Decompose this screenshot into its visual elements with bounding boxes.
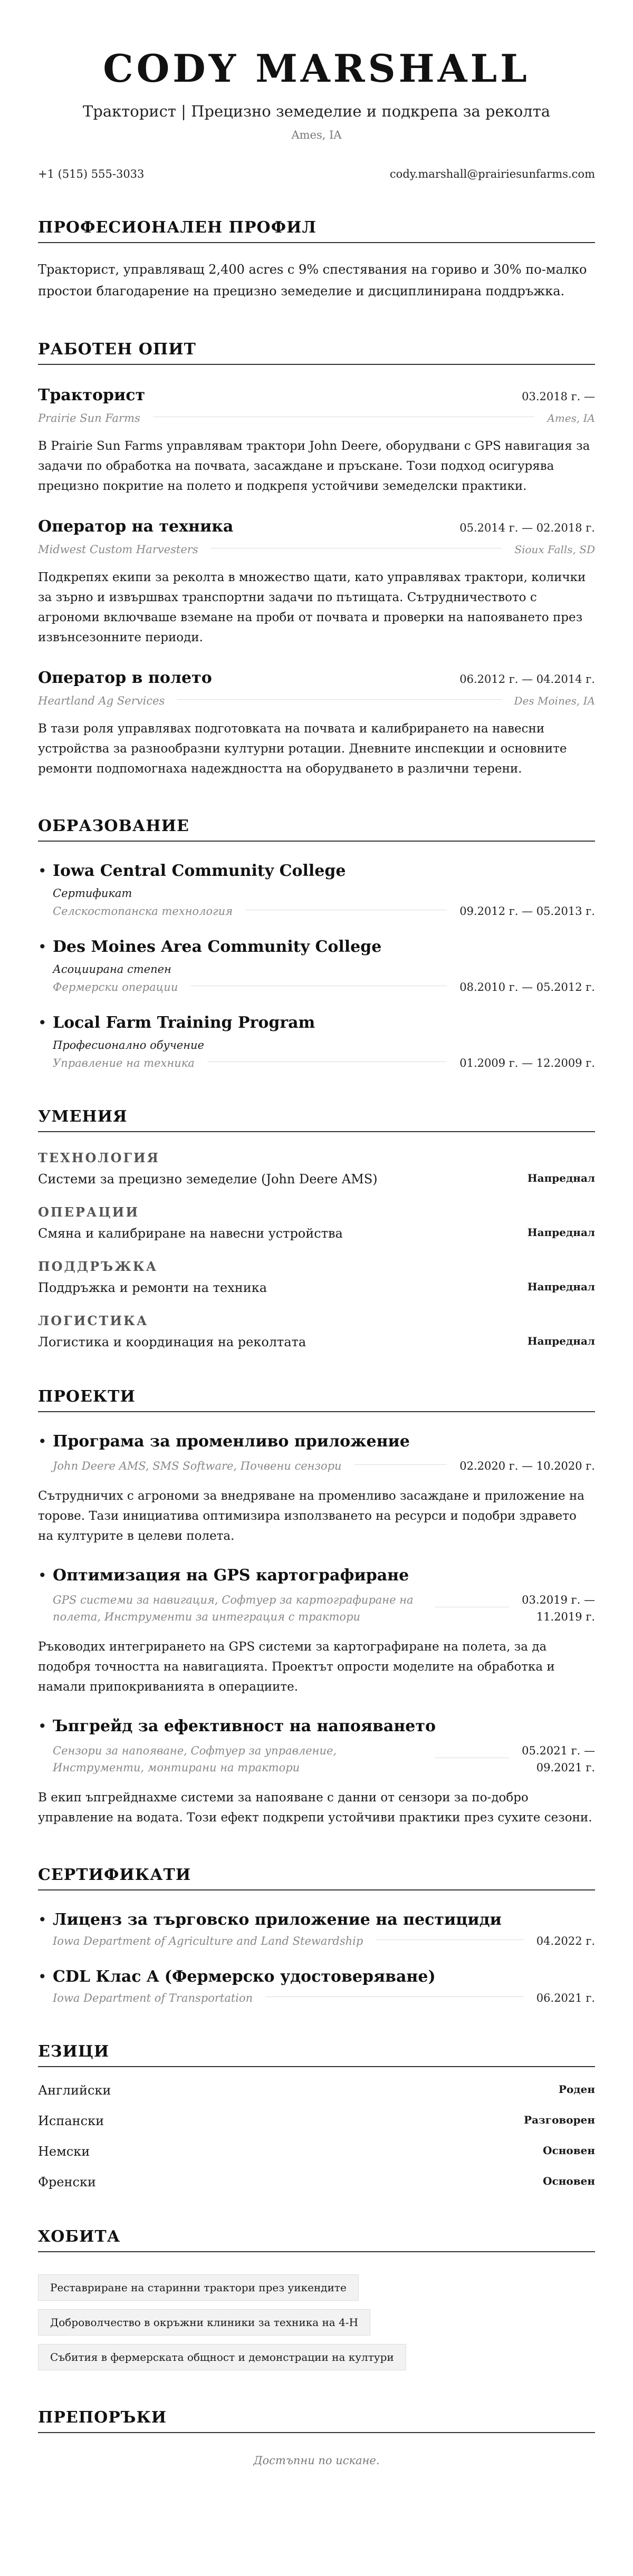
certifications-section [38,1866,595,2004]
skill-category: ЛОГИСТИКА [38,1313,149,1328]
skill-name: Поддръжка и ремонти на техника [38,1280,267,1295]
field-of-study: Фермерски операции [53,981,178,993]
project-entry [38,1717,595,1828]
job-description: В Prairie Sun Farms управлявам трактори John Deere, оборудвани с GPS навигация за задачи по обработка на почвата, засаждане и пръскане. Този подход осигурява прецизно покритие на полето и подкрепя устойчиви земеделски практики. [38,439,590,493]
profile-summary: Тракторист, управляващ 2,400 acres с 9% спестявания на гориво и 30% по-малко простои благодарение на прецизно земеделие и дисциплинирана поддръжка. [38,262,587,298]
job-title: Тракторист [38,386,146,404]
section-title: ОБРАЗОВАНИЕ [38,817,595,842]
dotted-leader [354,1464,447,1465]
resume-header [38,0,595,141]
degree: Асоциирана степен [53,963,171,976]
job-entry [38,669,595,779]
skill-level: Напреднал [527,1172,595,1184]
language-name: Английски [38,2083,111,2098]
language-level: Роден [558,2083,595,2096]
section-title: УМЕНИЯ [38,1107,595,1132]
skill-name: Логистика и координация на реколтата [38,1335,306,1349]
job-location: Des Moines, IA [514,694,595,707]
candidate-name: CODY MARSHALL [103,46,530,91]
job-description: В тази роля управлявах подготовката на почвата и калибрирането на навесни устройства за разнообразни културни ротации. Дневните инспекции и основните ремонти подпомогнаха надеждността на оборудването в различни терени. [38,722,567,776]
project-technologies: GPS системи за навигация, Софтуер за картографиране на полета, Инструменти за интеграция с трактори [53,1594,414,1623]
skill-level: Напреднал [527,1335,595,1347]
job-date: 03.2018 г. — [522,390,595,403]
skill-group [38,1150,595,1186]
job-date: 06.2012 г. — 04.2014 г. [459,673,595,686]
project-date-start: 03.2019 г. — [522,1594,595,1606]
hobby-chip: Събития в фермерската общност и демонстрации на култури [38,2344,406,2370]
section-title: ПРОЕКТИ [38,1387,595,1412]
language-level: Основен [543,2144,595,2157]
contact-row [38,168,595,180]
company: Prairie Sun Farms [38,412,140,424]
project-name: • Ъпгрейд за ефективност на напояването [53,1717,436,1735]
language-row [38,2175,595,2189]
references-text: Достъпни по искане. [253,2454,380,2467]
company: Heartland Ag Services [38,694,165,707]
certification-issuer: Iowa Department of Agriculture and Land Stewardship [53,1935,363,1947]
project-description: Ръководих интегрирането на GPS системи за картографиране на полета, за да подобря точността на навигацията. Проектът опрости моделите на обработка и намали припокриванията в операциите. [38,1640,555,1694]
language-name: Немски [38,2144,90,2159]
school-name: • Des Moines Area Community College [53,938,382,956]
section-title: СЕРТИФИКАТИ [38,1866,595,1890]
hobby-chip: Доброволчество в окръжни клиники за техника на 4-H [38,2309,370,2336]
education-entry [38,938,595,993]
job-location: Sioux Falls, SD [514,543,595,556]
language-row [38,2083,595,2098]
project-date [522,1742,595,1776]
education-date: 08.2010 г. — 05.2012 г. [459,981,595,993]
project-description: Сътрудничих с агрономи за внедряване на променливо засаждане и приложение на торове. Тази инициатива оптимизира използването на ресурси и подобри здравето на културите в целеви полета. [38,1489,584,1543]
job-description: Подкрепях екипи за реколта в множество щати, като управлявах трактори, колички за зърно и извършвах транспортни задачи по пътищата. Сътрудничеството с агрономи включваше вземане на проби от почвата и проверки на напояването през извънсезонните периоди. [38,571,586,644]
headline: Тракторист | Прецизно земеделие и подкрепа за реколта [82,102,551,120]
project-name: • Програма за променливо приложение [53,1432,410,1451]
project-date-end: 09.2021 г. [536,1761,595,1774]
education-entry [38,862,595,918]
location: Ames, IA [291,129,342,141]
education-section [38,817,595,1069]
project-date [522,1591,595,1625]
skill-name: Системи за прецизно земеделие (John Deere AMS) [38,1172,378,1186]
skill-level: Напреднал [527,1226,595,1239]
language-name: Испански [38,2114,104,2128]
language-row [38,2114,595,2128]
phone[interactable]: +1 (515) 555-3033 [38,168,145,180]
job-date: 05.2014 г. — 02.2018 г. [459,522,595,534]
certification-date: 06.2021 г. [536,1992,595,2004]
skills-section [38,1107,595,1349]
certification-name: • Лиценз за търговско приложение на пестициди [53,1911,502,1929]
email[interactable]: cody.marshall@prairiesunfarms.com [389,168,595,180]
school-name: • Iowa Central Community College [53,862,346,880]
project-date-end: 11.2019 г. [536,1610,595,1623]
education-date: 09.2012 г. — 05.2013 г. [459,905,595,918]
projects-section [38,1387,595,1828]
school-name: • Local Farm Training Program [53,1014,315,1032]
hobbies-section [38,2227,595,2370]
certification-entry [38,1911,595,1947]
language-row [38,2144,595,2159]
job-title: Оператор на техника [38,517,234,536]
degree: Сертификат [53,887,132,900]
certification-date: 04.2022 г. [536,1935,595,1947]
education-entry [38,1014,595,1069]
experience-section [38,340,595,779]
section-title: ХОБИТА [38,2227,595,2252]
skill-group [38,1313,595,1349]
skill-category: ПОДДРЪЖКА [38,1259,158,1274]
job-entry [38,386,595,496]
language-level: Разговорен [524,2114,595,2126]
project-technologies: John Deere AMS, SMS Software, Почвени сензори [53,1460,342,1472]
project-date-start: 05.2021 г. — [522,1744,595,1757]
skill-level: Напреднал [527,1280,595,1293]
section-title: ПРЕПОРЪКИ [38,2408,595,2433]
job-entry [38,517,595,648]
hobby-chip: Реставриране на старинни трактори през уикендите [38,2274,359,2301]
dotted-leader [265,1996,524,1997]
section-title: РАБОТЕН ОПИТ [38,340,595,365]
languages-section [38,2042,595,2189]
certification-entry [38,1967,595,2004]
dotted-leader [177,699,501,700]
job-location: Ames, IA [547,412,595,424]
skill-group [38,1259,595,1295]
project-technologies: Сензори за напояване, Софтуер за управление, Инструменти, монтирани на трактори [53,1744,337,1774]
hobby-list [38,2266,595,2370]
section-title: ПРОФЕСИОНАЛЕН ПРОФИЛ [38,218,595,243]
project-description: В екип ъпгрейднахме системи за напояване с данни от сензори за по-добро управление на водата. Този ефект подкрепи устойчиви практики през сухите сезони. [38,1791,592,1825]
references-section [38,2408,595,2467]
project-date: 02.2020 г. — 10.2020 г. [459,1460,595,1472]
skill-category: ОПЕРАЦИИ [38,1204,139,1220]
certification-issuer: Iowa Department of Transportation [53,1992,253,2004]
language-level: Основен [543,2175,595,2187]
project-entry [38,1432,595,1546]
company: Midwest Custom Harvesters [38,543,198,556]
field-of-study: Управление на техника [53,1057,195,1069]
skill-group [38,1204,595,1241]
field-of-study: Селскостопанска технология [53,905,233,918]
skill-name: Смяна и калибриране на навесни устройства [38,1226,343,1241]
profile-section [38,218,595,302]
skill-category: ТЕХНОЛОГИЯ [38,1150,160,1165]
section-title: ЕЗИЦИ [38,2042,595,2067]
project-name: • Оптимизация на GPS картографиране [53,1566,409,1585]
language-name: Френски [38,2175,96,2189]
certification-name: • CDL Клас A (Фермерско удостоверяване) [53,1967,436,1986]
job-title: Оператор в полето [38,669,212,687]
education-date: 01.2009 г. — 12.2009 г. [459,1057,595,1069]
project-entry [38,1566,595,1697]
degree: Професионално обучение [53,1039,204,1051]
